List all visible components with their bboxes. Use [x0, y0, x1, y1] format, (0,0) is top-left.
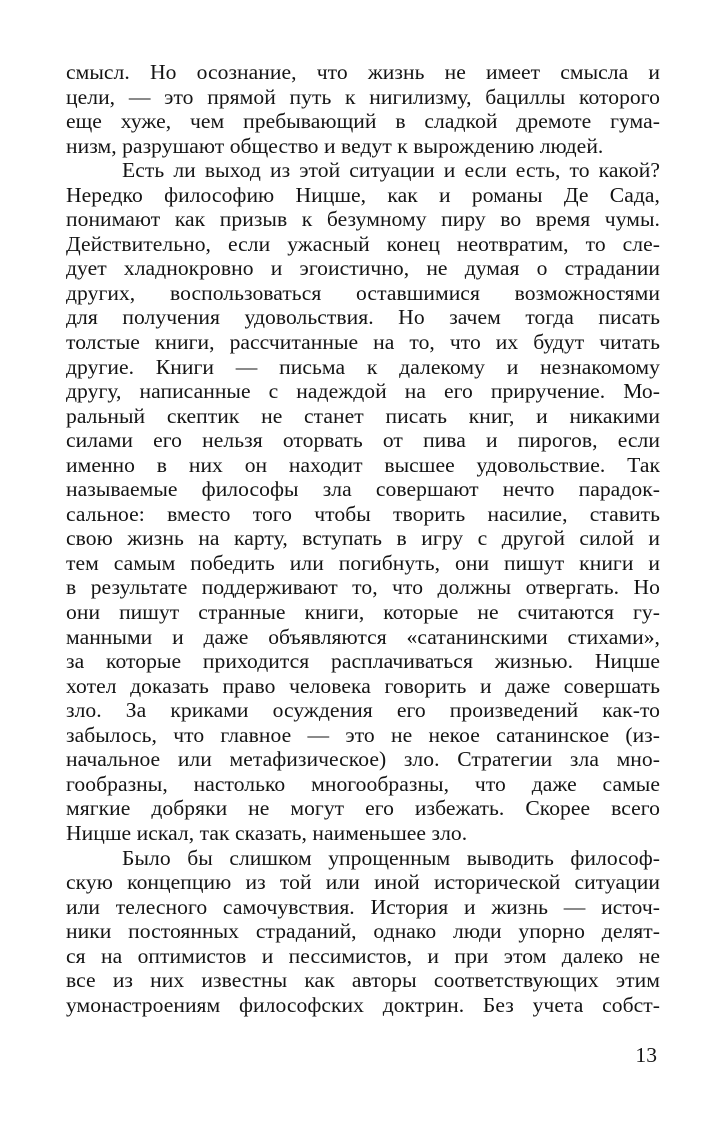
text-line: хотел доказать право человека говорить и даже совершать	[66, 673, 660, 698]
text-line: за которые приходится расплачиваться жизнью. Ницше	[66, 649, 660, 674]
text-line: Есть ли выход из этой ситуации и если есть, то какой?	[122, 158, 660, 183]
text-line: цели, — это прямой путь к нигилизму, бациллы которого	[66, 84, 660, 109]
text-line: мягкие добряки не могут его избежать. Скорее всего	[66, 796, 660, 821]
text-line: называемые философы зла совершают нечто парадок-	[66, 477, 660, 502]
text-line: Ницше искал, так сказать, наименьшее зло.	[66, 820, 468, 845]
text-line: ники постоянных страданий, однако люди упорно делят-	[66, 919, 660, 944]
text-line: толстые книги, рассчитанные на то, что их будут читать	[66, 330, 660, 355]
paragraph	[66, 846, 660, 1018]
text-line: смысл. Но осознание, что жизнь не имеет смысла и	[66, 60, 660, 84]
text-line: в результате поддерживают то, что должны отвергать. Но	[66, 575, 660, 600]
text-line: именно в них он находит высшее удовольствие. Так	[66, 452, 660, 477]
text-line: другие. Книги — письма к далекому и незнакомому	[66, 354, 660, 379]
text-line: понимают как призыв к безумному пиру во время чумы.	[66, 207, 660, 232]
text-line: других, воспользоваться оставшимися возможностями	[66, 280, 660, 305]
text-line: свою жизнь на карту, вступать в игру с другой силой и	[66, 526, 660, 551]
text-line: силами его нельзя оторвать от пива и пирогов, если	[66, 428, 660, 453]
page-number: 13	[635, 1043, 657, 1067]
text-line: забылось, что главное — это не некое сатанинское (из-	[66, 722, 660, 747]
paragraph	[66, 60, 660, 158]
body-text	[66, 60, 660, 1017]
text-line: начальное или метафизическое) зло. Стратегии зла мно-	[66, 747, 660, 772]
text-line: манными и даже объявляются «сатанинскими стихами»,	[66, 624, 660, 649]
text-line: дует хладнокровно и эгоистично, не думая о страдании	[66, 256, 660, 281]
text-line: скую концепцию из той или иной исторической ситуации	[66, 870, 660, 895]
text-line: другу, написанные с надеждой на его приручение. Мо-	[66, 379, 660, 404]
paragraph	[66, 158, 660, 845]
text-line: ральный скептик не станет писать книг, и никакими	[66, 403, 660, 428]
text-line: еще хуже, чем пребывающий в сладкой дремоте гума-	[66, 109, 660, 134]
text-line: сальное: вместо того чтобы творить насилие, ставить	[66, 501, 660, 526]
text-line: тем самым победить или погибнуть, они пишут книги и	[66, 550, 660, 575]
text-line: умонастроениям философских доктрин. Без учета собст-	[66, 992, 660, 1017]
text-line: низм, разрушают общество и ведут к вырождению людей.	[66, 133, 604, 158]
text-line: для получения удовольствия. Но зачем тогда писать	[66, 305, 660, 330]
text-line: Действительно, если ужасный конец неотвратим, то сле-	[66, 231, 660, 256]
text-line: или телесного самочувствия. История и жизнь — источ-	[66, 894, 660, 919]
text-line: гообразны, настолько многообразны, что даже самые	[66, 771, 660, 796]
text-line: зло. За криками осуждения его произведений как-то	[66, 698, 660, 723]
text-line: они пишут странные книги, которые не считаются гу-	[66, 600, 660, 625]
text-line: Было бы слишком упрощенным выводить философ-	[122, 845, 660, 870]
text-line: Нередко философию Ницше, как и романы Де Сада,	[66, 182, 660, 207]
text-line: ся на оптимистов и пессимистов, и при этом далеко не	[66, 943, 660, 968]
text-line: все из них известны как авторы соответствующих этим	[66, 968, 660, 993]
